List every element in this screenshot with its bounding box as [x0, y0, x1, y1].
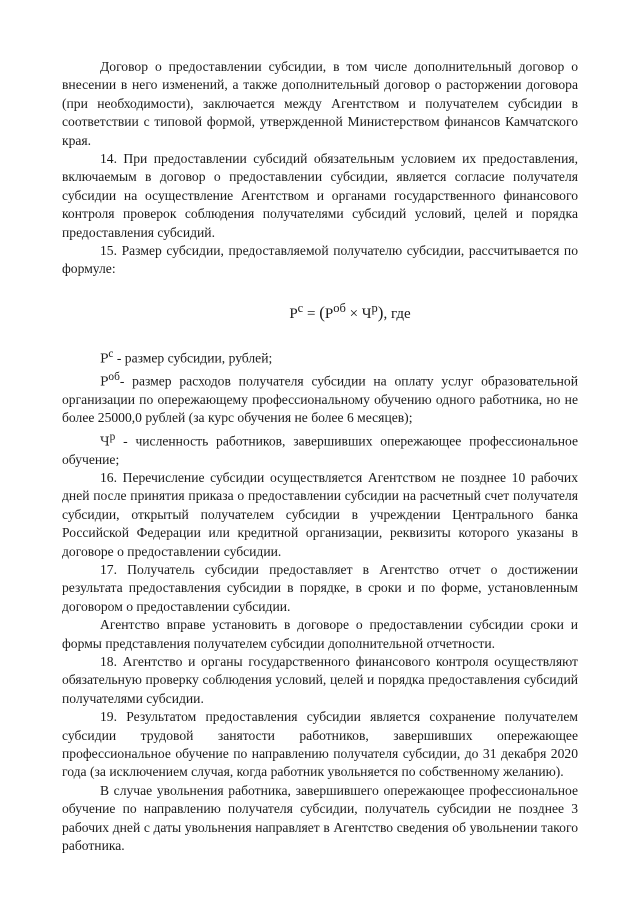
formula-lhs-sup: с	[297, 300, 304, 315]
paragraph-additional-reporting: Агентство вправе установить в договоре о предоставлении субсидии сроки и формы представления получателем субсидии дополнительной отчетности.	[62, 617, 578, 651]
formula-term-b: Ч	[361, 305, 372, 322]
formula-term-b-sup: р	[371, 300, 378, 315]
formula-term-a-sup: об	[333, 300, 346, 315]
definition-symbol-sup: об	[108, 370, 120, 383]
definition-symbol: Р	[100, 350, 109, 366]
paragraph-18-audit: 18. Агентство и органы государственного финансового контроля осуществляют обязательную проверку соблюдения условий, целей и порядка предоставления субсидий получателями субсидии.	[62, 653, 578, 706]
paragraph-contract-form: Договор о предоставлении субсидии, в том числе дополнительный договор о внесении в него изменений, а также дополнительный договор о расторжении договора (при необходимости), заключается между Агентством и получателем субсидии в соответствии с типовой формой, утвержденной Министерством финансов Камчатского края.	[62, 59, 578, 148]
formula-open-paren: (	[319, 302, 325, 322]
definition-text: - размер субсидии, рублей;	[113, 350, 273, 366]
definition-symbol-sup: с	[108, 347, 114, 360]
formula-lhs: Р	[289, 305, 298, 322]
paragraph-14-consent: 14. При предоставлении субсидий обязательным условием их предоставления, включаемым в договор о предоставлении субсидии, является согласие получателя субсидии на осуществление Агентством и органами государственного финансового контроля проверок соблюдения получателями субсидий условий, целей и порядка предоставления субсидий.	[62, 151, 578, 240]
definition-subsidy-size	[62, 345, 578, 368]
formula-equals: =	[306, 305, 316, 322]
definition-symbol: Ч	[100, 433, 110, 449]
subsidy-formula	[62, 297, 578, 325]
paragraph-15-formula-intro: 15. Размер субсидии, предоставляемой получателю субсидии, рассчитывается по формуле:	[62, 243, 578, 277]
formula-close-paren: )	[377, 302, 384, 322]
formula-tail: , где	[383, 305, 411, 322]
definition-text: - численность работников, завершивших опережающее профессиональное обучение;	[62, 433, 578, 467]
definition-text: - размер расходов получателя субсидии на оплату услуг образовательной организации по опережающему профессиональному обучению одного работника, но не более 25000,0 рублей (за курс обучения не более 6 месяцев);	[62, 373, 578, 426]
definition-symbol-sup: р	[109, 430, 116, 443]
definition-symbol: Р	[100, 373, 109, 389]
paragraph-dismissal-notice: В случае увольнения работника, завершившего опережающее профессиональное обучение по направлению получателя субсидии, получатель субсидии не позднее 3 рабочих дней с даты увольнения направляет в Агентство сведения об увольнении такого работника.	[62, 782, 578, 854]
formula-term-a: Р	[324, 305, 334, 322]
paragraph-17-report: 17. Получатель субсидии предоставляет в Агентство отчет о достижении результата предоставления субсидии в порядке, в сроки и по форме, установленным договором о предоставлении субсидии.	[62, 561, 578, 614]
document-page	[62, 58, 578, 855]
formula-times: ×	[349, 305, 359, 322]
paragraph-19-result: 19. Результатом предоставления субсидии является сохранение получателем субсидии трудовой занятости работников, завершивших опережающее профессиональное обучение по направлению получателя субсидии, до 31 декабря 2020 года (за исключением случая, когда работник увольняется по собственному желанию).	[62, 709, 578, 780]
definition-worker-count	[62, 428, 578, 469]
paragraph-16-transfer: 16. Перечисление субсидии осуществляется Агентством не позднее 10 рабочих дней после принятия приказа о предоставлении субсидии на расчетный счет получателя субсидии, открытый получателем субсидии в учреждении Центрального банка Российской Федерации или кредитной организации, реквизиты которого указаны в договоре о предоставлении субсидии.	[62, 469, 578, 559]
definition-expense-size	[62, 368, 578, 428]
